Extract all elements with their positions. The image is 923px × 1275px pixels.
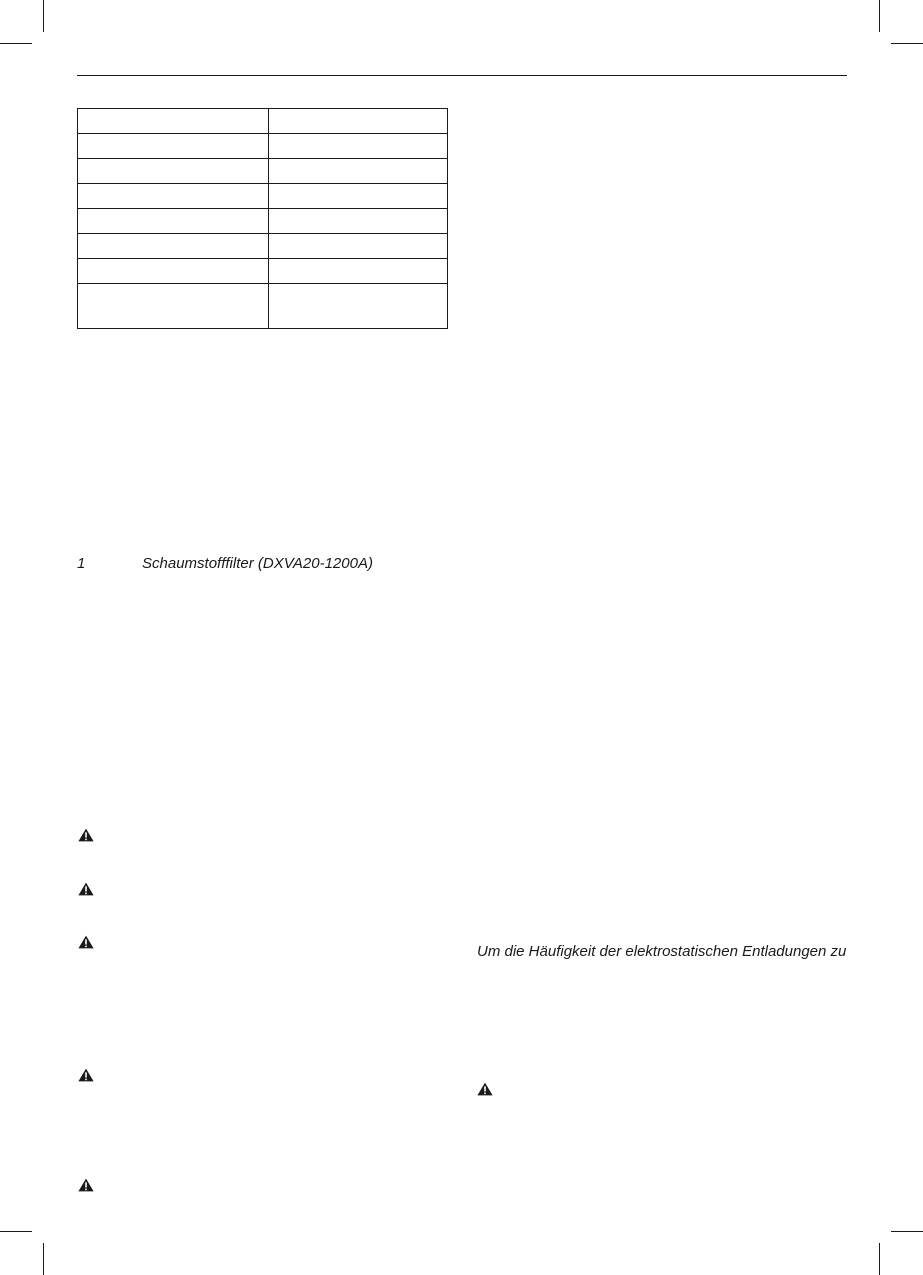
table-row bbox=[78, 134, 448, 159]
table-cell bbox=[269, 109, 448, 134]
table-cell bbox=[78, 109, 269, 134]
crop-mark-bottom-right-h bbox=[891, 1231, 923, 1232]
table-cell bbox=[269, 284, 448, 329]
table-cell bbox=[269, 184, 448, 209]
table-row bbox=[78, 234, 448, 259]
table-row bbox=[78, 284, 448, 329]
table-cell bbox=[78, 234, 269, 259]
table-cell bbox=[78, 209, 269, 234]
table-row bbox=[78, 159, 448, 184]
warning-triangle-icon bbox=[78, 935, 94, 949]
table-cell bbox=[78, 134, 269, 159]
table-cell bbox=[269, 234, 448, 259]
crop-mark-top-right-h bbox=[891, 43, 923, 44]
crop-mark-bottom-right-v bbox=[879, 1243, 880, 1275]
table-row bbox=[78, 259, 448, 284]
table-row bbox=[78, 109, 448, 134]
warning-triangle-icon bbox=[477, 1082, 493, 1096]
warning-triangle-icon bbox=[78, 1178, 94, 1192]
table-cell bbox=[78, 159, 269, 184]
table-cell bbox=[269, 259, 448, 284]
warning-triangle-icon bbox=[78, 828, 94, 842]
spec-table bbox=[77, 108, 448, 329]
crop-mark-top-left-v bbox=[43, 0, 44, 32]
table-cell bbox=[269, 209, 448, 234]
static-discharge-note: Um die Häufigkeit der elektrostatischen Entladungen zu bbox=[477, 943, 847, 960]
warning-triangle-icon bbox=[78, 882, 94, 896]
crop-mark-bottom-left-v bbox=[43, 1243, 44, 1275]
warning-triangle-icon bbox=[78, 1068, 94, 1082]
parts-list-number: 1 bbox=[77, 555, 86, 572]
header-rule bbox=[77, 75, 847, 76]
crop-mark-top-right-v bbox=[879, 0, 880, 32]
crop-mark-bottom-left-h bbox=[0, 1231, 32, 1232]
table-row bbox=[78, 209, 448, 234]
table-cell bbox=[78, 259, 269, 284]
table-cell bbox=[78, 184, 269, 209]
parts-list-label: Schaumstofffilter (DXVA20-1200A) bbox=[142, 555, 373, 572]
table-row bbox=[78, 184, 448, 209]
table-cell bbox=[269, 134, 448, 159]
crop-mark-top-left-h bbox=[0, 43, 32, 44]
table-cell bbox=[78, 284, 269, 329]
table-cell bbox=[269, 159, 448, 184]
